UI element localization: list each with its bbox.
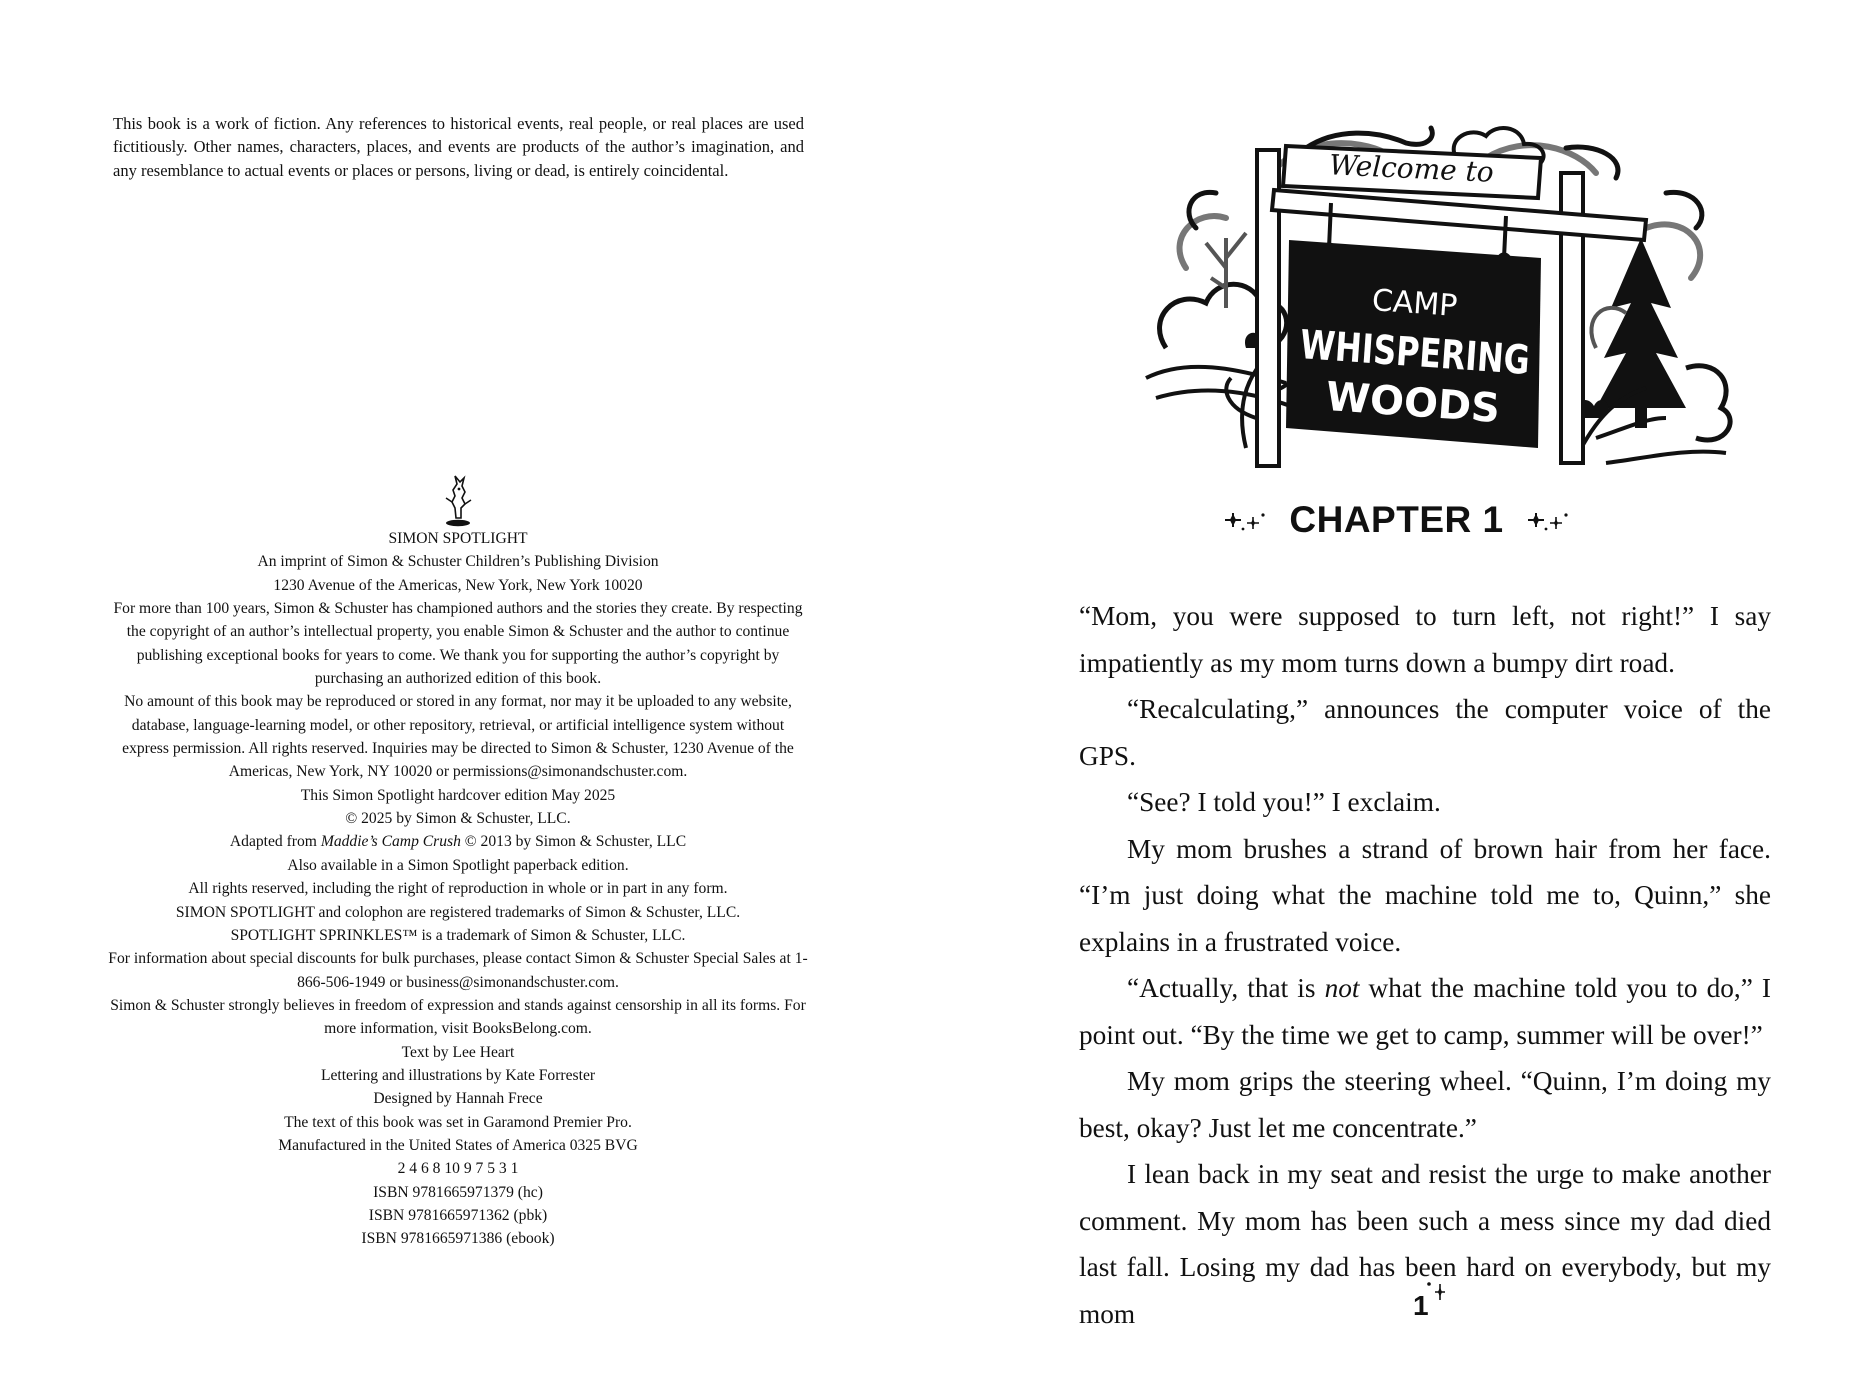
- sprinkles-trademark-line: SPOTLIGHT SPRINKLES™ is a trademark of Simon & Schuster, LLC.: [230, 926, 686, 944]
- paperback-line: Also available in a Simon Spotlight paperback edition.: [287, 856, 629, 874]
- trademark-line: SIMON SPOTLIGHT and colophon are registered trademarks of Simon & Schuster, LLC.: [175, 903, 741, 921]
- illustrator-credit: Lettering and illustrations by Kate Forrester: [320, 1066, 596, 1084]
- adapted-prefix: Adapted from: [229, 833, 321, 851]
- publisher-address: 1230 Avenue of the Americas, New York, New York 10020: [273, 576, 643, 594]
- paragraph: “See? I told you!” I exclaim.: [1127, 787, 1441, 817]
- paragraph: I lean back in my seat and resist the urge to make another comment. My mom has been such a mess since my dad died last fall. Losing my dad has been hard on everybody, but my mom: [1079, 1159, 1771, 1329]
- copyright-notice: For more than 100 years, Simon & Schuster has championed authors and the stories they create. By respecting the copyright of an author’s intellectual property, you enable Simon & Schuster and the author to continue publishing exceptional books for years to come. We thank you for supporting the author’s copyright by purchasing an authorized edition of this book.: [113, 600, 803, 688]
- page-number: 1: [1413, 1290, 1429, 1321]
- rights-line: All rights reserved, including the right of reproduction in whole or in part in any form.: [188, 880, 728, 898]
- paragraph: My mom brushes a strand of brown hair from her face. “I’m just doing what the machine told me to, Quinn,” she explains in a frustrated voice.: [1079, 833, 1771, 957]
- manufactured-line: Manufactured in the United States of America 0325 BVG: [278, 1136, 638, 1154]
- typeface-line: The text of this book was set in Garamond Premier Pro.: [284, 1113, 632, 1131]
- sign-camp-text: CAMP: [1370, 283, 1459, 324]
- isbn-ebook: ISBN 9781665971386 (ebook): [361, 1230, 555, 1248]
- designer-credit: Designed by Hannah Frece: [373, 1090, 543, 1108]
- chapter-heading: [931, 492, 1862, 548]
- camp-sign-illustration: [1126, 118, 1746, 468]
- isbn-hc: ISBN 9781665971379 (hc): [373, 1183, 543, 1201]
- imprint-division: An imprint of Simon & Schuster Children’s Publishing Division: [257, 553, 659, 571]
- fiction-disclaimer: This book is a work of fiction. Any references to historical events, real people, or real places are used fictitiously. Other names, characters, places, and events are products of the author’s imagination, and any resemblance to actual events or places or persons, living or dead, is entirely coincidental.: [113, 114, 804, 180]
- sparkle-right-icon: [1522, 505, 1574, 535]
- paragraph-part: “Actually, that is: [1127, 973, 1325, 1003]
- special-sales-line: For information about special discounts for bulk purchases, please contact Simon & Schuster Special Sales at 1-866-506-1949 or business@simonandschuster.com.: [108, 950, 808, 991]
- freedom-of-expression-line: Simon & Schuster strongly believes in freedom of expression and stands against censorship in all its forms. For more information, visit BooksBelong.com.: [110, 996, 806, 1038]
- page-number-sparkle-icon: [1422, 1280, 1448, 1304]
- reproduction-notice: No amount of this book may be reproduced or stored in any format, nor may it be uploaded to any website, database, language-learning model, or other repository, retrieval, or artificial intelligence system without express permission. All rights reserved. Inquiries may be directed to Simon & Schuster, 1230 Avenue of the Americas, New York, NY 10020 or permissions@simonandschuster.com.: [122, 693, 794, 781]
- chapter-page: [931, 0, 1862, 1396]
- imprint-name: SIMON SPOTLIGHT: [388, 530, 528, 547]
- paragraph: “Mom, you were supposed to turn left, not right!” I say impatiently as my mom turns down a bumpy dirt road.: [1079, 601, 1771, 678]
- adapted-title: Maddie’s Camp Crush: [320, 833, 461, 851]
- printing-number-line: 2 4 6 8 10 9 7 5 3 1: [397, 1160, 519, 1178]
- chapter-title: CHAPTER 1: [1289, 499, 1504, 540]
- paragraph: “Recalculating,” announces the computer voice of the GPS.: [1079, 694, 1771, 771]
- adapted-from-line: [108, 830, 808, 853]
- sign-woods-text: WOODS: [1324, 374, 1502, 433]
- simon-spotlight-colophon-icon: [438, 472, 480, 528]
- author-credit: Text by Lee Heart: [401, 1043, 515, 1061]
- paragraph: [1079, 965, 1771, 1058]
- edition-line: This Simon Spotlight hardcover edition May 2025: [300, 786, 616, 804]
- chapter-body: [1079, 593, 1771, 1337]
- sparkle-left-icon: [1219, 505, 1271, 535]
- sign-welcome-text: Welcome to: [1328, 148, 1495, 189]
- adapted-suffix: © 2013 by Simon & Schuster, LLC: [460, 833, 687, 851]
- isbn-pbk: ISBN 9781665971362 (pbk): [368, 1206, 548, 1224]
- copyright-line: © 2025 by Simon & Schuster, LLC.: [345, 810, 571, 828]
- paragraph-part: what the machine told you to do,” I point out. “By the time we get to camp, summer will be over!”: [1079, 973, 1771, 1050]
- sign-whispering-text: WHISPERING: [1298, 322, 1592, 389]
- copyright-block: [108, 527, 808, 1251]
- emphasis-not: not: [1324, 973, 1360, 1003]
- paragraph: My mom grips the steering wheel. “Quinn, I’m doing my best, okay? Just let me concentrate.”: [1079, 1066, 1771, 1143]
